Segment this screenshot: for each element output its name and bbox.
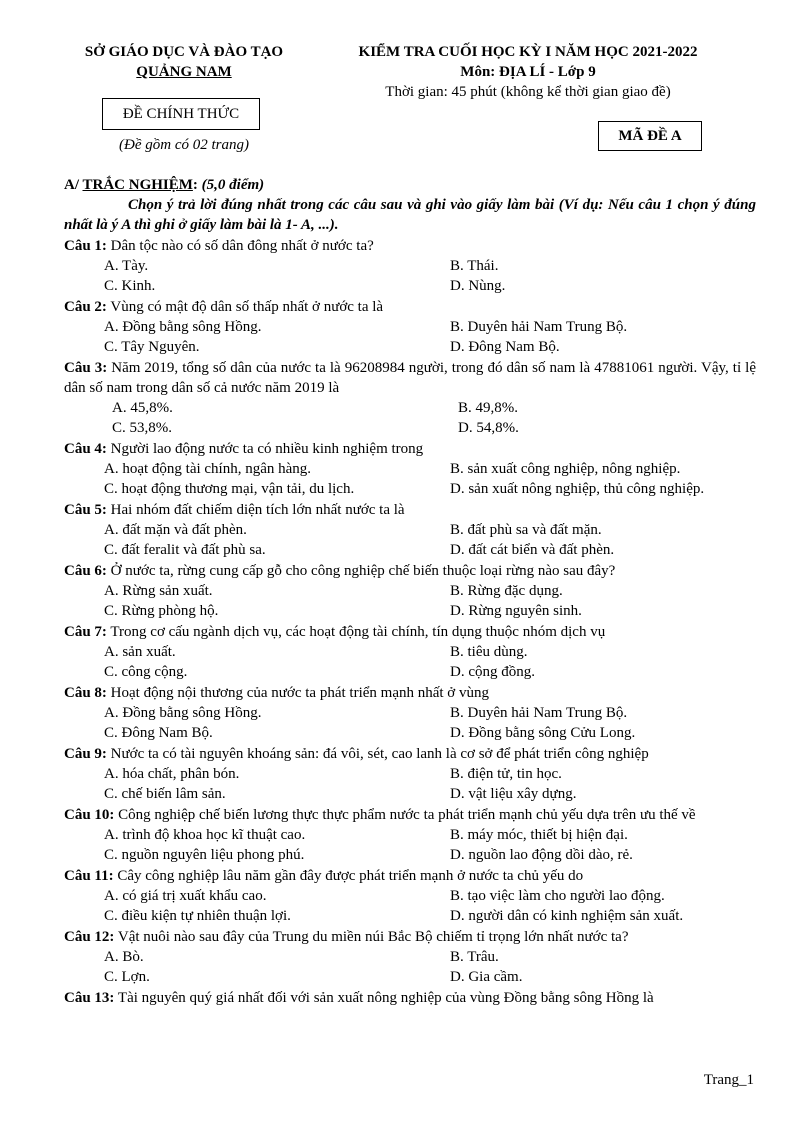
option-d: D. vật liệu xây dựng.	[450, 786, 577, 802]
section-prefix: A/	[64, 177, 83, 193]
question-number: Câu 10:	[64, 807, 115, 823]
pages-note: (Đề gồm có 02 trang)	[119, 137, 249, 153]
answer-options	[64, 581, 756, 621]
answer-options	[64, 317, 756, 357]
question-stem: Nước ta có tài nguyên khoáng sản: đá vôi, sét, cao lanh là cơ sở để phát triển công nghiệp	[106, 746, 649, 762]
question-number: Câu 1:	[64, 238, 107, 254]
question-text	[64, 622, 756, 642]
issuer-province: QUẢNG NAM	[136, 64, 232, 80]
option-a: A. sản xuất.	[104, 644, 176, 660]
option-c: C. công cộng.	[104, 664, 188, 680]
question-stem: Người lao động nước ta có nhiều kinh nghiệm trong	[106, 441, 424, 457]
option-b: B. Rừng đặc dụng.	[450, 583, 563, 599]
option-d: D. cộng đồng.	[450, 664, 535, 680]
question-number: Câu 6:	[64, 563, 107, 579]
question-stem: Ở nước ta, rừng cung cấp gỗ cho công nghiệp chế biến thuộc loại rừng nào sau đây?	[106, 563, 616, 579]
answer-options	[64, 642, 756, 682]
question-text	[64, 866, 756, 886]
option-c: C. hoạt động thương mại, vận tải, du lịch.	[104, 481, 355, 497]
answer-options	[64, 764, 756, 804]
question-text	[64, 744, 756, 764]
option-d: D. Nùng.	[450, 278, 506, 294]
question-text	[64, 297, 756, 317]
question-number: Câu 4:	[64, 441, 107, 457]
multiple-choice-section	[64, 175, 756, 1008]
option-d: D. nguồn lao động dồi dào, rẻ.	[450, 847, 633, 863]
question-text	[64, 988, 756, 1008]
answer-options	[64, 398, 756, 438]
section-name: TRẮC NGHIỆM	[82, 177, 193, 193]
section-points: (5,0 điểm)	[201, 177, 265, 193]
question-number: Câu 12:	[64, 929, 115, 945]
option-a: A. Đồng bằng sông Hồng.	[104, 319, 262, 335]
option-a: A. Đồng bằng sông Hồng.	[104, 705, 262, 721]
option-b: B. Thái.	[450, 258, 499, 274]
option-a: A. hóa chất, phân bón.	[104, 766, 240, 782]
question-7	[64, 622, 756, 682]
question-4	[64, 439, 756, 499]
question-stem: Công nghiệp chế biến lương thực thực phẩm nước ta phát triển mạnh chủ yếu dựa trên ưu thế về	[114, 807, 696, 823]
question-stem: Vật nuôi nào sau đây của Trung du miền núi Bắc Bộ chiếm tỉ trọng lớn nhất nước ta?	[114, 929, 629, 945]
question-8	[64, 683, 756, 743]
question-text	[64, 236, 756, 256]
option-d: D. Rừng nguyên sinh.	[450, 603, 582, 619]
option-c: C. Tây Nguyên.	[104, 339, 200, 355]
question-number: Câu 2:	[64, 299, 107, 315]
question-11	[64, 866, 756, 926]
answer-options	[64, 825, 756, 865]
section-colon: :	[192, 177, 202, 193]
question-6	[64, 561, 756, 621]
question-stem: Vùng có mật độ dân số thấp nhất ở nước ta là	[106, 299, 384, 315]
answer-options	[64, 256, 756, 296]
question-3	[64, 358, 756, 438]
exam-title-block	[318, 42, 738, 102]
question-number: Câu 11:	[64, 868, 114, 884]
option-c: C. 53,8%.	[112, 420, 172, 436]
option-c: C. Đông Nam Bộ.	[104, 725, 213, 741]
option-b: B. điện tử, tin học.	[450, 766, 562, 782]
answer-options	[64, 947, 756, 987]
question-stem: Tài nguyên quý giá nhất đối với sản xuất nông nghiệp của vùng Đồng bằng sông Hồng là	[114, 990, 654, 1006]
option-a: A. Rừng sản xuất.	[104, 583, 213, 599]
question-text	[64, 805, 756, 825]
section-instruction: Chọn ý trả lời đúng nhất trong các câu sau và ghi vào giấy làm bài (Ví dụ: Nếu câu 1 chọn ý đúng nhất là ý A thì ghi ở giấy làm bài là 1- A, ...).	[64, 197, 756, 233]
option-c: C. đất feralit và đất phù sa.	[104, 542, 266, 558]
issuer-department: SỞ GIÁO DỤC VÀ ĐÀO TẠO	[84, 44, 284, 60]
option-d: D. Đông Nam Bộ.	[450, 339, 560, 355]
question-number: Câu 9:	[64, 746, 107, 762]
option-b: B. tạo việc làm cho người lao động.	[450, 888, 665, 904]
answer-options	[64, 459, 756, 499]
question-text	[64, 439, 756, 459]
option-c: C. chế biến lâm sản.	[104, 786, 226, 802]
page-number: Trang_1	[703, 1072, 754, 1088]
issuer-block	[64, 42, 304, 82]
question-12	[64, 927, 756, 987]
option-a: A. Tày.	[104, 258, 149, 274]
option-c: C. Kinh.	[104, 278, 156, 294]
option-b: B. đất phù sa và đất mặn.	[450, 522, 602, 538]
exam-title: KIỂM TRA CUỐI HỌC KỲ I NĂM HỌC 2021-2022	[358, 44, 698, 60]
official-label: ĐỀ CHÍNH THỨC	[102, 98, 260, 130]
question-stem: Năm 2019, tổng số dân của nước ta là 96208984 người, trong đó dân số nam là 47881061 người. Vậy, tỉ lệ dân số nam trong dân số cả nước năm 2019 là	[64, 360, 756, 396]
option-d: D. 54,8%.	[458, 420, 519, 436]
question-text	[64, 561, 756, 581]
question-number: Câu 8:	[64, 685, 107, 701]
question-number: Câu 13:	[64, 990, 115, 1006]
option-a: A. trình độ khoa học kĩ thuật cao.	[104, 827, 306, 843]
option-a: A. Bò.	[104, 949, 144, 965]
option-b: B. máy móc, thiết bị hiện đại.	[450, 827, 628, 843]
option-b: B. Trâu.	[450, 949, 499, 965]
question-text	[64, 358, 756, 398]
question-13	[64, 988, 756, 1008]
question-stem: Trong cơ cấu ngành dịch vụ, các hoạt động tài chính, tín dụng thuộc nhóm dịch vụ	[106, 624, 606, 640]
option-d: D. đất cát biển và đất phèn.	[450, 542, 615, 558]
exam-duration: Thời gian: 45 phút (không kể thời gian giao đề)	[385, 84, 671, 100]
answer-options	[64, 703, 756, 743]
option-b: B. sản xuất công nghiệp, nông nghiệp.	[450, 461, 681, 477]
option-d: D. Đồng bằng sông Cửu Long.	[450, 725, 636, 741]
exam-code: MÃ ĐỀ A	[598, 121, 702, 151]
question-2	[64, 297, 756, 357]
option-b: B. Duyên hải Nam Trung Bộ.	[450, 319, 628, 335]
option-c: C. nguồn nguyên liệu phong phú.	[104, 847, 305, 863]
option-a: A. có giá trị xuất khẩu cao.	[104, 888, 267, 904]
question-5	[64, 500, 756, 560]
question-text	[64, 500, 756, 520]
option-d: D. người dân có kinh nghiệm sản xuất.	[450, 908, 684, 924]
option-c: C. Lợn.	[104, 969, 150, 985]
option-c: C. điều kiện tự nhiên thuận lợi.	[104, 908, 291, 924]
question-stem: Dân tộc nào có số dân đông nhất ở nước ta?	[106, 238, 374, 254]
section-title	[64, 175, 756, 195]
question-number: Câu 5:	[64, 502, 107, 518]
question-9	[64, 744, 756, 804]
option-d: D. Gia cầm.	[450, 969, 523, 985]
question-number: Câu 7:	[64, 624, 107, 640]
answer-options	[64, 886, 756, 926]
option-a: A. hoạt động tài chính, ngân hàng.	[104, 461, 312, 477]
option-b: B. 49,8%.	[458, 400, 518, 416]
option-a: A. đất mặn và đất phèn.	[104, 522, 247, 538]
question-stem: Hai nhóm đất chiếm diện tích lớn nhất nước ta là	[106, 502, 405, 518]
option-b: B. Duyên hải Nam Trung Bộ.	[450, 705, 628, 721]
question-stem: Cây công nghiệp lâu năm gần đây được phát triển mạnh ở nước ta chủ yếu do	[113, 868, 584, 884]
question-text	[64, 927, 756, 947]
question-list	[64, 236, 756, 1008]
exam-subject: Môn: ĐỊA LÍ - Lớp 9	[460, 64, 596, 80]
option-d: D. sản xuất nông nghiệp, thủ công nghiệp.	[450, 481, 705, 497]
question-number: Câu 3:	[64, 360, 108, 376]
option-b: B. tiêu dùng.	[450, 644, 528, 660]
answer-options	[64, 520, 756, 560]
option-a: A. 45,8%.	[112, 400, 173, 416]
question-text	[64, 683, 756, 703]
question-1	[64, 236, 756, 296]
question-10	[64, 805, 756, 865]
option-c: C. Rừng phòng hộ.	[104, 603, 219, 619]
question-stem: Hoạt động nội thương của nước ta phát triển mạnh nhất ở vùng	[106, 685, 489, 701]
